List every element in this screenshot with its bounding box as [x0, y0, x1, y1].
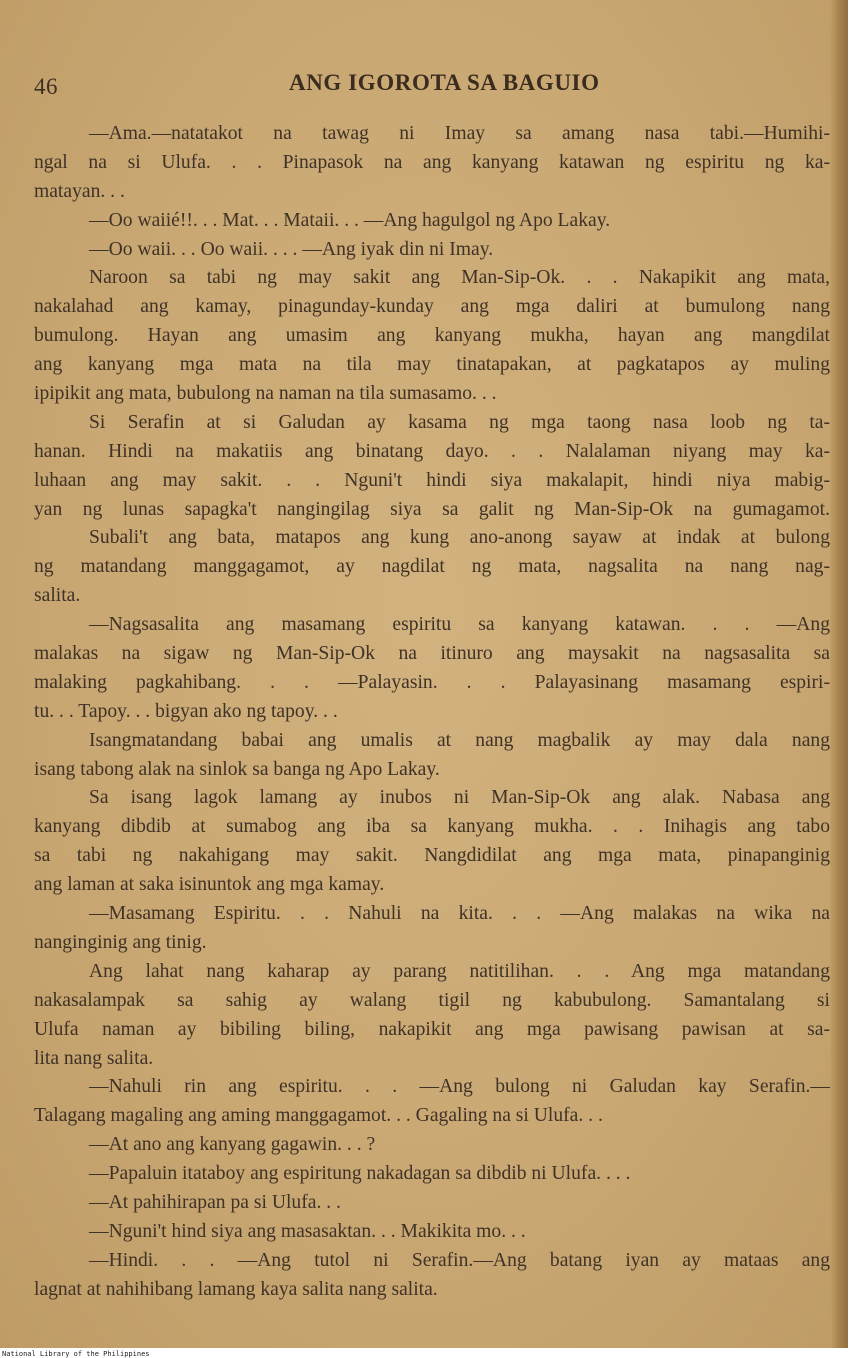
text-line: matayan. . .	[34, 180, 125, 202]
text-line: isang tabong alak na sinlok sa banga ng Apo Lakay.	[34, 758, 440, 780]
text-line: ang laman at saka isinuntok ang mga kamay.	[34, 874, 385, 896]
text-line: Naroon sa tabi ng may sakit ang Man-Sip-Ok. . . Nakapikit ang mata,	[89, 267, 830, 289]
text-line: Ang lahat nang kaharap ay parang natitilihan. . . Ang mga matandang	[89, 960, 830, 982]
text-line: —Ama.—natatakot na tawag ni Imay sa amang nasa tabi.—Humihi-	[89, 123, 830, 144]
text-line: —Nahuli rin ang espiritu. . . —Ang bulong ni Galudan kay Serafin.—	[89, 1076, 830, 1098]
text-line: hanan. Hindi na makatiis ang binatang dayo. . . Nalalaman niyang may ka-	[34, 440, 830, 462]
text-line: —Hindi. . . —Ang tutol ni Serafin.—Ang batang iyan ay mataas ang	[89, 1249, 830, 1271]
text-line: ngal na si Ulufa. . . Pinapasok na ang kanyang katawan ng espiritu ng ka-	[34, 151, 830, 173]
text-line: Sa isang lagok lamang ay inubos ni Man-Sip-Ok ang alak. Nabasa ang	[89, 787, 830, 809]
text-line: kanyang dibdib at sumabog ang iba sa kanyang mukha. . . Inihagis ang tabo	[34, 816, 830, 838]
text-line: —At pahihirapan pa si Ulufa. . .	[89, 1191, 341, 1213]
page-number: 46	[34, 74, 58, 99]
text-line: tu. . . Tapoy. . . bigyan ako ng tapoy. . .	[34, 700, 338, 722]
text-line: luhaan ang may sakit. . . Nguni't hindi siya makalapit, hindi niya mabig-	[34, 469, 830, 491]
text-line: ang kanyang mga mata na tila may tinatapakan, at pagkatapos ay muling	[34, 354, 830, 376]
page-edge	[830, 0, 848, 1348]
text-line: nanginginig ang tinig.	[34, 931, 207, 953]
text-line: —Papaluin itataboy ang espiritung nakadagan sa dibdib ni Ulufa. . . .	[89, 1163, 631, 1185]
footer-credit: National Library of the Philippines	[2, 1350, 150, 1358]
text-line: Si Serafin at si Galudan ay kasama ng mga taong nasa loob ng ta-	[89, 411, 830, 433]
text-line: Subali't ang bata, matapos ang kung ano-anong sayaw at indak at bulong	[89, 527, 830, 549]
text-line: Ulufa naman ay bibiling biling, nakapikit ang mga pawisang pawisan at sa-	[34, 1018, 830, 1040]
text-line: ipipikit ang mata, bubulong na naman na tila sumasamo. . .	[34, 383, 497, 405]
text-line: —Oo waiié!!. . . Mat. . . Mataii. . . —Ang hagulgol ng Apo Lakay.	[89, 209, 611, 231]
text-body	[34, 120, 830, 1305]
text-line: bumulong. Hayan ang umasim ang kanyang mukha, hayan ang mangdilat	[34, 325, 830, 347]
text-line: malaking pagkahibang. . . —Palayasin. . . Palayasinang masamang espiri-	[34, 671, 830, 693]
text-line: —Nguni't hind siya ang masasaktan. . . Makikita mo. . .	[89, 1220, 526, 1242]
text-line: Talagang magaling ang aming manggagamot. . . Gagaling na si Ulufa. . .	[34, 1105, 603, 1127]
text-line: Isangmatandang babai ang umalis at nang magbalik ay may dala nang	[89, 729, 830, 751]
text-line: —Nagsasalita ang masamang espiritu sa kanyang katawan. . . —Ang	[89, 614, 830, 636]
text-line: nakalahad ang kamay, pinagunday-kunday ang mga daliri at bumulong nang	[34, 296, 830, 318]
text-line: —Masamang Espiritu. . . Nahuli na kita. . . —Ang malakas na wika na	[89, 903, 830, 925]
text-line: ng matandang manggagamot, ay nagdilat ng mata, nagsalita na nang nag-	[34, 556, 830, 578]
text-line: lagnat at nahihibang lamang kaya salita nang salita.	[34, 1278, 438, 1300]
text-line: sa tabi ng nakahigang may sakit. Nangdidilat ang mga mata, pinapanginig	[34, 845, 830, 867]
text-line: nakasalampak sa sahig ay walang tigil ng kabubulong. Samantalang si	[34, 989, 830, 1011]
text-line: salita.	[34, 585, 81, 607]
text-line: yan ng lunas sapagka't nangingilag siya sa galit ng Man-Sip-Ok na gumagamot.	[34, 498, 830, 520]
text-line: —Oo waii. . . Oo waii. . . . —Ang iyak din ni Imay.	[89, 238, 494, 260]
text-line: malakas na sigaw ng Man-Sip-Ok na itinuro ang maysakit na nagsasalita sa	[34, 643, 830, 665]
text-line: —At ano ang kanyang gagawin. . . ?	[89, 1134, 376, 1156]
running-title: ANG IGOROTA SA BAGUIO	[289, 70, 600, 95]
text-line: lita nang salita.	[34, 1047, 154, 1069]
